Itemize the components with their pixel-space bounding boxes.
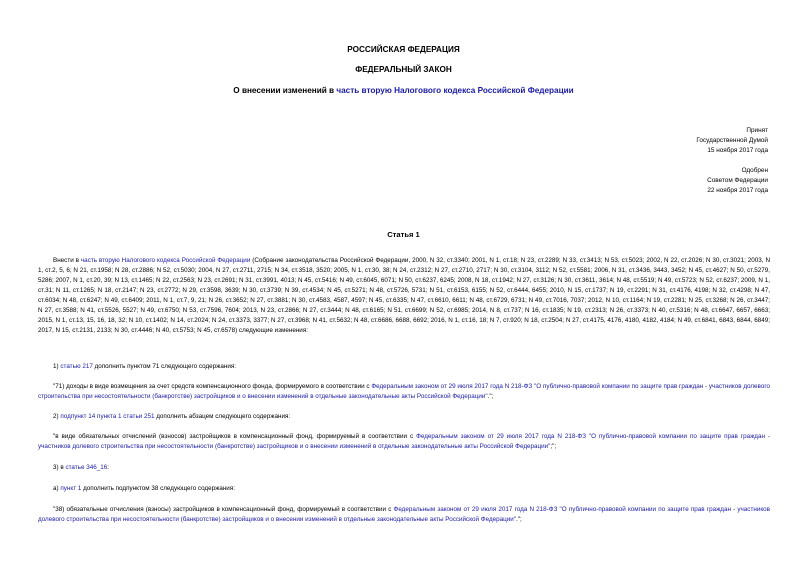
item-2 (53, 412, 290, 422)
item-2-text: дополнить абзацем следующего содержания: (154, 413, 291, 420)
accepted-by: Государственной Думой (696, 137, 768, 144)
item-2-quote-suffix: ;"; (550, 443, 557, 450)
law-218fz-link-1[interactable]: Федеральным законом от 29 июля 2017 года N 218-ФЗ "О публично-правовой компании по защите прав граждан - участников долевого строительства при несостоятельности (банкротстве) застройщиков и о внесении изменений в отдельные законодательные акты Российской Федерации" (38, 383, 770, 400)
intro-text: (Собрание законодательства Российской Федерации, 2000, N 32, ст.3340; 2001, N 1, ст.18; N 23, ст.2289; N 33, ст.3413; N 53, ст.5023; 2002, N 22, ст.2026; N 30, ст.3021; 2003, N 1, ст.2, 5, 6; N 21, ст.1958; N 28, ст.2886; N 52, ст.5030; 2004, N 27, ст.2711, 2715; N 34, ст.3518, 3520; 2005, N 1, ст.30, 38; N 24, ст.2312; N 27, ст.2710, 2717; N 30, ст.3104, 3112; N 52, ст.5581; 2006, N 31, ст.3436, 3443, 3452; N 45, ст.4627; N 50, ст.5279, 5286; 2007, N 1, ст.20, 39; N 13, ст.1465; N 22, ст.2563; N 23, ст.2691; N 31, ст.3991, 4013; N 45, ст.5416; N 49, ст.6045, 6071; N 50, ст.6237, 6245; 2008, N 18, ст.1942; N 27, ст.3126; N 30, ст.3611, 3614; N 48, ст.5519; N 49, ст.5723; N 52, ст.6237; 2009, N 1, ст.31; N 11, ст.1265; N 18, ст.2147; N 23, ст.2772; N 29, ст.3598, 3639; N 30, ст.3739; N 39, ст.4534; N 45, ст.5271; N 48, ст.5726, 5731; N 51, ст.6153, 6155; N 52, ст.6444, 6455; 2010, N 15, ст.1737; N 19, ст.2291; N 31, ст.4176, 4198; N 32, ст.4298; N 47, ст.6034; N 48, ст.6247; N 49, ст.6409; 2011, N 1, ст.7, 9, 21; N 26, ст.3652; N 27, ст.3881; N 30, ст.4583, 4587, 4597; N 45, ст.6335; N 47, ст.6610, 6611; N 48, ст.6729, 6731; N 49, ст.7016, 7037; 2012, N 10, ст.1164; N 19, ст.2281; N 25, ст.3268; N 26, ст.3447; N 27, ст.3588; N 41, ст.5526, 5527; N 49, ст.6750; N 53, ст.7596, 7604; 2013, N 23, ст.2866; N 27, ст.3444; N 48, ст.6165; N 51, ст.6699; N 52, ст.6985; 2014, N 8, ст.737; N 16, ст.1835; N 19, ст.2313; N 26, ст.3373; N 40, ст.5316; N 48, ст.6647, 6657, 6663; 2015, N 1, ст.13, 15, 16, 18, 32; N 10, ст.1402; N 14, ст.2024; N 24, ст.3373, 3377; N 27, ст.3968; N 41, ст.5632; N 48, ст.6686, 6688, 6692; 2016, N 1, ст.16, 18; N 7, ст.920; N 18, ст.2504; N 27, ст.4175, 4176, 4180, 4182, 4184; N 49, ст.6841, 6843, 6844, 6849; 2017, N 15, ст.2131, 2133; N 30, ст.4446; N 40, ст.5753; N 45, ст.6578) следующие изменения: (38, 257, 770, 334)
law-title (0, 86, 807, 96)
article-heading: Статья 1 (387, 230, 420, 239)
item-1-text: дополнить пунктом 71 следующего содержания: (92, 363, 237, 370)
tax-code-part-two-link[interactable]: часть вторую Налогового кодекса Российской Федерации (336, 86, 574, 95)
approved-date: 22 ноября 2017 года (707, 187, 768, 194)
item-3-number: 3) в (53, 464, 66, 471)
approved-by: Советом Федерации (707, 177, 768, 184)
accepted-date: 15 ноября 2017 года (707, 147, 768, 154)
item-3 (53, 463, 109, 473)
article-intro-paragraph (38, 256, 770, 336)
point-1-link[interactable]: пункт 1 (60, 485, 82, 492)
item-3a-quote-prefix: "38) обязательные отчисления (взносы) застройщиков в компенсационный фонд, формируемый в соответствии с (53, 506, 394, 513)
item-2-quote-prefix: "в виде обязательных отчислений (взносов) застройщиков в компенсационный фонд, формируемый в соответствии с (53, 433, 417, 440)
article-251-link[interactable]: подпункт 14 пункта 1 статьи 251 (60, 413, 155, 420)
item-1-number: 1) (53, 363, 61, 370)
item-3a-quote (38, 505, 770, 525)
item-3a-number: а) (53, 485, 61, 492)
accepted-label: Принят (746, 127, 768, 134)
intro-tax-code-link[interactable]: часть вторую Налогового кодекса Российской Федерации (80, 257, 251, 264)
item-3a-quote-suffix: ."; (516, 516, 522, 523)
intro-prefix: Внести в (53, 257, 81, 264)
law-218fz-link-2[interactable]: Федеральным законом от 29 июля 2017 года N 218-ФЗ "О публично-правовой компании по защите прав граждан - участников долевого строительства при несостоятельности (банкротстве) застройщиков и о внесении изменений в отдельные законодательные акты Российской Федерации" (38, 433, 770, 450)
item-3-text: : (107, 464, 109, 471)
item-1 (53, 362, 236, 372)
item-2-number: 2) (53, 413, 61, 420)
item-3a-text: дополнить подпунктом 38 следующего содержания: (81, 485, 235, 492)
item-2-quote (38, 432, 770, 452)
article-346-16-link[interactable]: статье 346_16 (65, 464, 108, 471)
country-heading: РОССИЙСКАЯ ФЕДЕРАЦИЯ (347, 45, 460, 54)
approved-label: Одобрен (741, 167, 768, 174)
item-1-quote-prefix: "71) доходы в виде возмещения за счет средств компенсационного фонда, формируемого в соответствии с (53, 383, 372, 390)
item-3a (53, 484, 235, 494)
law-title-prefix: О внесении изменений в (233, 86, 337, 95)
article-217-link[interactable]: статью 217 (60, 363, 93, 370)
item-1-quote-suffix: ."; (487, 393, 494, 400)
adoption-council-block (707, 166, 768, 196)
law-type-heading: ФЕДЕРАЛЬНЫЙ ЗАКОН (355, 65, 452, 74)
item-1-quote (38, 382, 770, 402)
adoption-duma-block (696, 126, 768, 156)
law-218fz-link-3[interactable]: Федеральным законом от 29 июля 2017 года N 218-ФЗ "О публично-правовой компании по защите прав граждан - участников долевого строительства при несостоятельности (банкротстве) застройщиков и о внесении изменений в отдельные законодательные акты Российской Федерации" (38, 506, 771, 523)
